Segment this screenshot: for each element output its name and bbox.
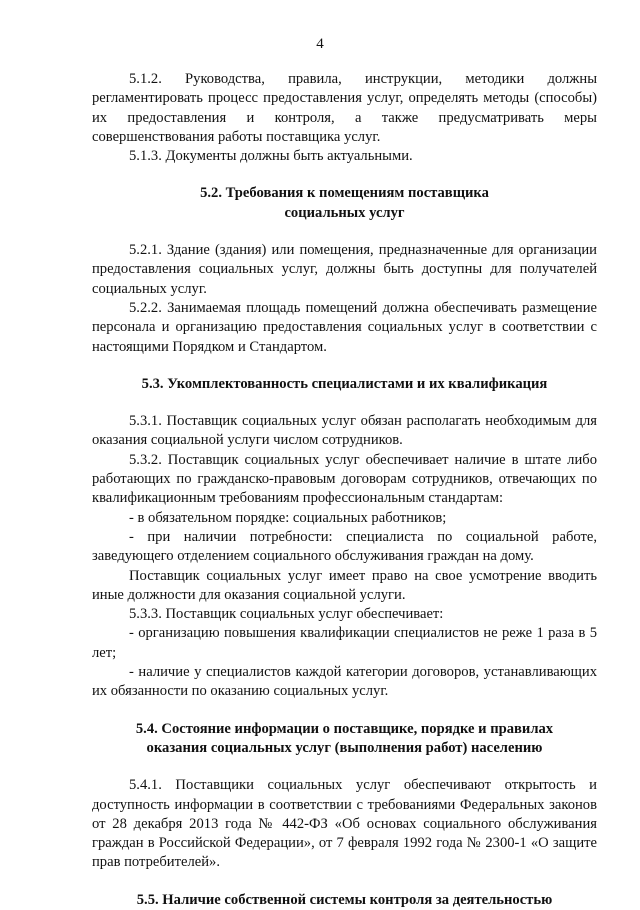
paragraph: Поставщик социальных услуг имеет право на свое усмотрение вводить иные должности для оказания социальной услуги. bbox=[92, 567, 597, 603]
paragraph: 5.3.3. Поставщик социальных услуг обеспечивает: bbox=[129, 606, 444, 623]
paragraph: - при наличии потребности: специалиста по социальной работе, заведующего отделением социального обслуживания граждан на дому. bbox=[92, 528, 597, 565]
paragraph: 5.1.2. Руководства, правила, инструкции, методики должны регламентировать процесс предоставления услуг, определять методы (способы) их предоставления и контроля, а также предусматривать меры совершенствования работы поставщика услуг. bbox=[92, 71, 597, 145]
page-number: 4 bbox=[316, 36, 324, 52]
spacer bbox=[92, 223, 597, 241]
spacer bbox=[92, 758, 597, 776]
paragraph: 5.2.1. Здание (здания) или помещения, предназначенные для организации предоставления социальных услуг, должны быть доступны для получателей социальных услуг. bbox=[92, 242, 597, 297]
paragraph: 5.3.2. Поставщик социальных услуг обеспечивает наличие в штате либо работающих по гражданско-правовым договорам сотрудников, отвечающих по квалификационным требованиям профессиональным стандартам: bbox=[92, 451, 597, 507]
spacer bbox=[92, 357, 597, 375]
paragraph: 5.4.1. Поставщики социальных услуг обеспечивают открытость и доступность информации в соответствии с требованиями Федеральных законов от 28 декабря 2013 года № 442-ФЗ «Об основах социального обслуживания граждан в Российской Федерации», от 7 февраля 1992 года № 2300-1 «О защите прав потребителей». bbox=[92, 777, 597, 871]
spacer bbox=[92, 873, 597, 891]
paragraph: 5.1.3. Документы должны быть актуальными. bbox=[129, 148, 413, 165]
section-heading: 5.2. Требования к помещениям поставщика социальных услуг bbox=[200, 185, 489, 221]
section-heading: 5.3. Укомплектованность специалистами и их квалификация bbox=[141, 375, 548, 392]
paragraph: 5.3.1. Поставщик социальных услуг обязан располагать необходимым для оказания социальной услуги числом сотрудников. bbox=[92, 413, 597, 449]
spacer bbox=[92, 166, 597, 184]
paragraph: - в обязательном порядке: социальных работников; bbox=[129, 509, 447, 526]
document-body bbox=[92, 70, 597, 910]
spacer bbox=[92, 394, 597, 412]
paragraph: 5.2.2. Занимаемая площадь помещений должна обеспечивать размещение персонала и организацию предоставления социальных услуг в соответствии с настоящими Порядком и Стандартом. bbox=[92, 299, 597, 355]
section-heading: 5.5. Наличие собственной системы контроля за деятельностью bbox=[136, 891, 553, 908]
paragraph: - организацию повышения квалификации специалистов не реже 1 раза в 5 лет; bbox=[92, 625, 597, 661]
section-heading: 5.4. Состояние информации о поставщике, порядке и правилах оказания социальных услуг (выполнения работ) населению bbox=[135, 720, 554, 756]
spacer bbox=[92, 702, 597, 720]
paragraph: - наличие у специалистов каждой категории договоров, устанавливающих их обязанности по оказанию социальных услуг. bbox=[92, 664, 597, 700]
